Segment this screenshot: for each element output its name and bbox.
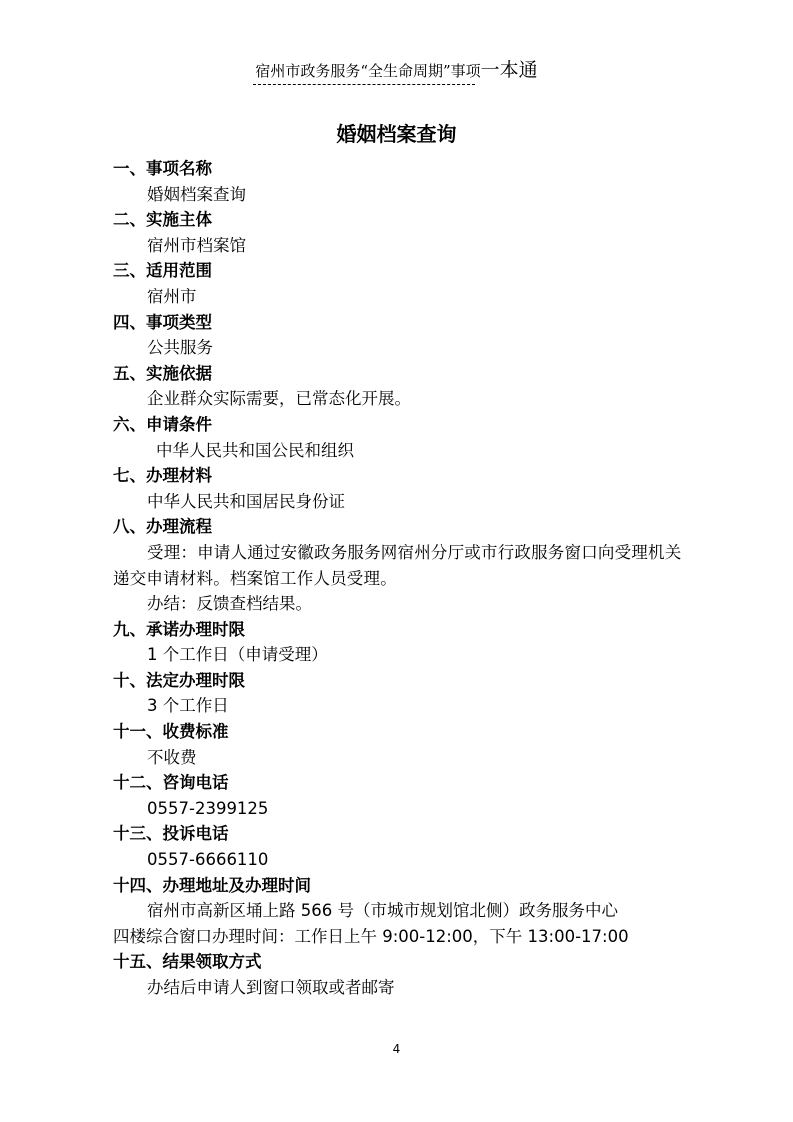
value-process-accept: 受理：申请人通过安徽政务服务网宿州分厅或市行政服务窗口向受理机关递交申请材料。档案馆工作人员受理。 <box>113 542 682 588</box>
heading-conditions: 六、申请条件 <box>113 414 212 434</box>
heading-result-pickup: 十五、结果领取方式 <box>113 952 262 972</box>
value-consult-phone: 0557-2399125 <box>147 798 269 818</box>
heading-materials: 七、办理材料 <box>113 466 212 486</box>
value-legal-time: 3 个工作日 <box>147 696 229 716</box>
heading-type: 四、事项类型 <box>113 312 212 332</box>
heading-scope: 三、适用范围 <box>113 261 212 281</box>
heading-process: 八、办理流程 <box>113 517 212 537</box>
value-process-finish: 办结：反馈查档结果。 <box>147 594 312 614</box>
page-header <box>0 60 793 81</box>
heading-complaint-phone: 十三、投诉电话 <box>113 824 229 844</box>
heading-item-name: 一、事项名称 <box>113 159 212 178</box>
page-number: 4 <box>392 1042 401 1056</box>
header-suffix: 一本通 <box>480 59 538 81</box>
value-fee: 不收费 <box>147 747 197 767</box>
value-result-pickup: 办结后申请人到窗口领取或者邮寄 <box>147 978 395 997</box>
value-promised-time: 1 个工作日（申请受理） <box>147 645 328 665</box>
header-underline <box>253 84 475 85</box>
heading-subject: 二、实施主体 <box>113 210 212 230</box>
value-basis: 企业群众实际需要，已常态化开展。 <box>147 389 411 409</box>
value-type: 公共服务 <box>147 338 213 358</box>
value-scope: 宿州市 <box>147 286 197 306</box>
page-title: 婚姻档案查询 <box>336 122 457 146</box>
heading-promised-time: 九、承诺办理时限 <box>113 619 245 639</box>
heading-consult-phone: 十二、咨询电话 <box>113 773 229 793</box>
value-conditions: 中华人民共和国公民和组织 <box>156 440 354 460</box>
header-prefix: 宿州市政务服务“全生命周期”事项 <box>255 62 481 80</box>
heading-address-time: 十四、办理地址及办理时间 <box>113 875 311 895</box>
value-complaint-phone: 0557-6666110 <box>147 850 269 870</box>
value-materials: 中华人民共和国居民身份证 <box>147 491 345 511</box>
value-item-name: 婚姻档案查询 <box>147 184 246 204</box>
value-address-line2: 四楼综合窗口办理时间：工作日上午 9:00-12:00，下午 13:00-17:00 <box>113 926 629 946</box>
document-body <box>113 156 683 1001</box>
value-address-line1: 宿州市高新区埇上路 566 号（市城市规划馆北侧）政务服务中心 <box>147 901 618 921</box>
heading-fee: 十一、收费标准 <box>113 722 229 742</box>
heading-basis: 五、实施依据 <box>113 363 212 383</box>
heading-legal-time: 十、法定办理时限 <box>113 670 245 690</box>
value-subject: 宿州市档案馆 <box>147 235 246 255</box>
